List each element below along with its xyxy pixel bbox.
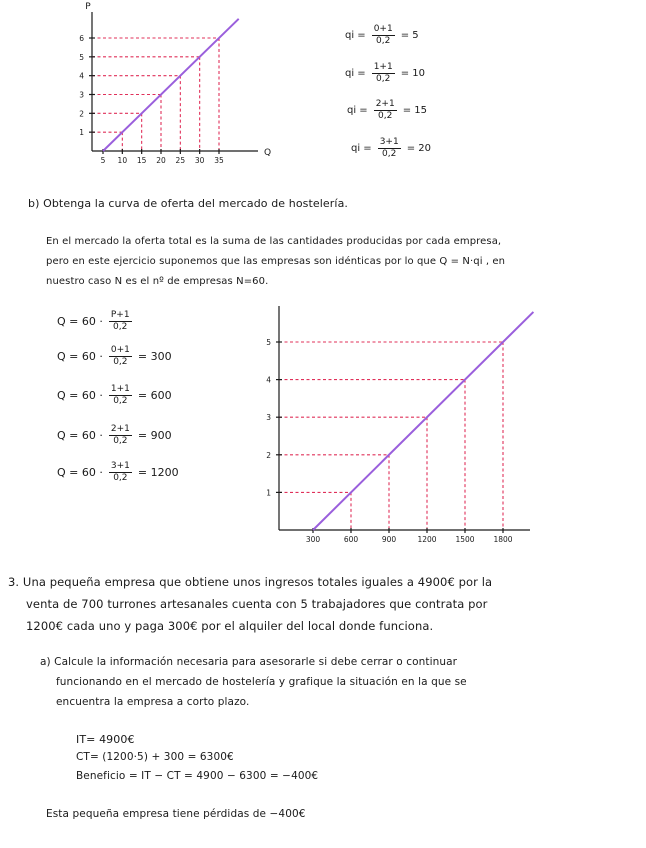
- denominator: 0,2: [113, 473, 128, 483]
- x-tick-label: 25: [175, 156, 186, 165]
- denominator: 0,2: [376, 74, 391, 84]
- denominator: 0,2: [113, 357, 128, 367]
- equation-row: [345, 24, 419, 47]
- numerator: 2+1: [375, 99, 395, 109]
- numerator: P+1: [110, 310, 130, 320]
- equation-lhs: Q = 60 ·: [57, 466, 103, 479]
- firm-supply-chart: [0, 0, 646, 180]
- y-tick-label: 5: [266, 338, 271, 347]
- y-tick-label: 3: [79, 90, 84, 100]
- numerator: 1+1: [110, 384, 130, 394]
- denominator: 0,2: [382, 149, 397, 159]
- fraction: [378, 137, 401, 160]
- x-tick-label: 35: [214, 156, 224, 165]
- equation-lhs: Q = 60 ·: [57, 389, 103, 402]
- x-tick-label: 1500: [455, 535, 475, 544]
- equation-result: = 300: [137, 350, 172, 363]
- section-3a-line3: encuentra la empresa a corto plazo.: [56, 696, 250, 708]
- y-tick-label: 5: [79, 52, 84, 62]
- numerator: 2+1: [110, 424, 130, 434]
- denominator: 0,2: [113, 322, 128, 332]
- supply-line: [103, 19, 239, 151]
- supply-line: [313, 312, 533, 530]
- x-tick-label: 30: [194, 156, 205, 165]
- denominator: 0,2: [378, 111, 393, 121]
- equation-row: [345, 62, 425, 85]
- y-tick-label: 3: [266, 413, 271, 423]
- conclusion: Esta pequeña empresa tiene pérdidas de −400€: [46, 808, 306, 820]
- y-tick-label: 1: [79, 128, 84, 138]
- x-tick-label: 1200: [417, 535, 437, 544]
- equation-lhs: qi =: [345, 30, 366, 41]
- equation-lhs: Q = 60 ·: [57, 315, 103, 328]
- it-value: IT= 4900€: [76, 733, 135, 746]
- section-3-line3: 1200€ cada uno y paga 300€ por el alquiler del local donde funciona.: [26, 619, 434, 633]
- section-b-para-line3: nuestro caso N es el nº de empresas N=60.: [46, 276, 269, 287]
- x-tick-label: 15: [136, 156, 147, 165]
- x-tick-label: 20: [156, 156, 166, 165]
- section-3-line2: venta de 700 turrones artesanales cuenta con 5 trabajadores que contrata por: [26, 597, 488, 611]
- equation-result: = 1200: [137, 466, 179, 479]
- equation-result: = 5: [400, 30, 419, 41]
- equation-lhs: Q = 60 ·: [57, 350, 103, 363]
- denominator: 0,2: [113, 396, 128, 406]
- x-tick-label: 900: [381, 535, 397, 544]
- equation-lhs: qi =: [351, 143, 372, 154]
- y-axis-label: P: [85, 2, 91, 12]
- y-tick-label: 1: [266, 488, 271, 498]
- denominator: 0,2: [376, 36, 391, 46]
- fraction: [372, 24, 395, 47]
- equation-row: [347, 99, 427, 122]
- numerator: 0+1: [110, 345, 130, 355]
- section-b-para-line1: En el mercado la oferta total es la suma de las cantidades producidas por cada empresa,: [46, 236, 502, 247]
- equation-result: = 600: [137, 389, 172, 402]
- y-tick-label: 2: [79, 109, 84, 119]
- equation-result: = 10: [400, 68, 425, 79]
- section-b-para-line2: pero en este ejercicio suponemos que las empresas son idénticas por lo que Q = N·qi , en: [46, 256, 506, 267]
- numerator: 1+1: [373, 62, 393, 72]
- section-b-heading: b) Obtenga la curva de oferta del mercado de hostelería.: [28, 197, 349, 210]
- y-tick-label: 4: [266, 375, 271, 385]
- beneficio-value: Beneficio = IT − CT = 4900 − 6300 = −400€: [76, 770, 319, 782]
- numerator: 3+1: [110, 461, 130, 471]
- section-3-line1: 3. Una pequeña empresa que obtiene unos ingresos totales iguales a 4900€ por la: [8, 575, 493, 589]
- market-supply-chart: [0, 300, 646, 560]
- y-tick-label: 6: [79, 34, 84, 43]
- fraction: [372, 62, 395, 85]
- numerator: 3+1: [379, 137, 399, 147]
- equation-lhs: qi =: [345, 68, 366, 79]
- ct-value: CT= (1200·5) + 300 = 6300€: [76, 751, 234, 763]
- equation-lhs: qi =: [347, 105, 368, 116]
- equation-lhs: Q = 60 ·: [57, 429, 103, 442]
- equation-result: = 15: [402, 105, 427, 116]
- x-axis-label: Q: [264, 148, 272, 158]
- y-tick-label: 2: [266, 450, 271, 460]
- fraction: [374, 99, 397, 122]
- x-tick-label: 5: [100, 156, 106, 165]
- y-tick-label: 4: [79, 71, 84, 81]
- equation-row: [351, 137, 431, 160]
- equation-result: = 20: [406, 143, 431, 154]
- numerator: 0+1: [373, 24, 393, 34]
- x-tick-label: 600: [343, 535, 359, 544]
- x-tick-label: 10: [117, 156, 128, 165]
- x-tick-label: 300: [305, 535, 321, 544]
- x-tick-label: 1800: [493, 535, 513, 544]
- denominator: 0,2: [113, 436, 128, 446]
- section-3a-line2: funcionando en el mercado de hostelería y grafique la situación en la que se: [56, 676, 467, 688]
- section-3a-line1: a) Calcule la información necesaria para asesorarle si debe cerrar o continuar: [40, 656, 458, 668]
- equation-result: = 900: [137, 429, 172, 442]
